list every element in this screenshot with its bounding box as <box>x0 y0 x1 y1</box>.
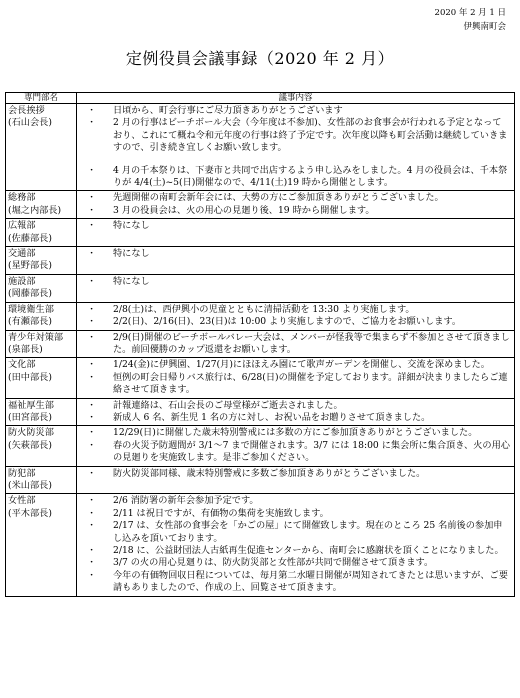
table-row <box>6 358 515 398</box>
list-item: ・ 計報連絡は、石山会長のご母堂様がご逝去されました。 <box>77 400 510 412</box>
table-row <box>6 330 515 358</box>
department-head: (石山会長) <box>8 117 52 129</box>
department-cell <box>6 302 77 330</box>
department-name: 防火防災部 <box>8 427 54 439</box>
table-row <box>6 494 515 596</box>
table-header-row <box>6 93 515 104</box>
list-item: ・ 2/11 は祝日ですが、有価物の集荷を実施致します。 <box>77 508 510 520</box>
list-item: ・ 2/17 は、女性部の食事会を「かごの屋」にて開催致します。現在のところ 25 名前後の参加申し込みを頂いております。 <box>77 520 510 545</box>
department-cell <box>6 219 77 247</box>
department-head: (佐藤部長) <box>8 232 52 244</box>
department-cell <box>6 247 77 275</box>
department-name: 環境衛生部 <box>8 303 54 315</box>
column-header-content: 議事内容 <box>77 93 515 104</box>
table-row <box>6 247 515 275</box>
list-item: ・ 2/8(土)は、西伊興小の児童とともに清掃活動を 13:30 より実施します。 <box>77 304 510 316</box>
list-item: ・ 春の火災予防週間が 3/1～7 まで開催されます。3/7 には 18:00 に集会所に集合頂き、火の用心の見廻りを実施致します。是非ご参加ください。 <box>77 440 510 465</box>
table-row <box>6 398 515 426</box>
content-cell <box>77 426 515 466</box>
table-row <box>6 274 515 302</box>
list-item: ・ 今年の有価物回収日程については、毎月第二水曜日開催が周知されてきたとは思いますが、ご要請もありましたので、作成の上、回覧させて頂きます。 <box>77 570 510 595</box>
department-name: 福祉厚生部 <box>8 399 54 411</box>
list-item: ・ 1/24(金)に伊興園、1/27(月)にほほえみ園にて歌声ガーデンを開催し、交流を深めました。 <box>77 359 510 371</box>
document-date: 2020 年 2 月 1 日 <box>434 8 506 18</box>
department-cell <box>6 466 77 494</box>
list-item: ・ 2/2(日)、2/16(日)、23(日)は 10:00 より実施しますので、ご協力をお願いします。 <box>77 316 510 328</box>
content-cell <box>77 358 515 398</box>
department-cell <box>6 398 77 426</box>
department-head: (田中部長) <box>8 371 52 383</box>
list-item: ・ 先週開催の南町会新年会には、大勢の方にご参加頂きありがとうございました。 <box>77 192 510 204</box>
list-item: ・ 特になし <box>77 276 510 288</box>
department-name: 女性部 <box>8 495 36 507</box>
list-item: ・ 3 月の役員会は、火の用心の見廻り後、19 時から開催します。 <box>77 205 510 217</box>
table-row <box>6 219 515 247</box>
content-cell <box>77 466 515 494</box>
list-item: ・ 特になし <box>77 220 510 232</box>
department-cell <box>6 104 77 191</box>
list-item: ・ 3/7 の火の用心見廻りは、防火防災部と女性部が共同で開催させて頂きます。 <box>77 557 510 569</box>
document-title: 定例役員会議事録（2020 年 2 月） <box>125 49 395 68</box>
list-item: ・ 恒例の町会日帰りバス旅行は、6/28(日)の開催を予定しております。詳細が決まりましたらご連絡させて頂きます。 <box>77 372 510 397</box>
column-header-department: 専門部名 <box>6 93 77 104</box>
department-name: 総務部 <box>8 192 36 204</box>
list-item: ・ 特になし <box>77 248 510 260</box>
content-cell <box>77 219 515 247</box>
department-name: 交通部 <box>8 248 36 260</box>
department-cell <box>6 426 77 466</box>
content-cell <box>77 330 515 358</box>
department-cell <box>6 274 77 302</box>
table-row <box>6 426 515 466</box>
department-name: 施設部 <box>8 275 36 287</box>
content-cell <box>77 398 515 426</box>
content-cell <box>77 274 515 302</box>
list-item: ・ 2/9(日)開催のビーチボールバレー大会は、メンバーが怪我等で集まらず不参加とさせて頂きました。前回優勝のカップ返還をお願いします。 <box>77 332 510 357</box>
list-item: ・ 防火防災部同様、歳末特別警戒に多数ご参加頂きありがとうございました。 <box>77 468 510 480</box>
department-head: (泉部長) <box>8 343 43 355</box>
department-cell <box>6 494 77 596</box>
department-name: 防犯部 <box>8 467 36 479</box>
content-cell <box>77 247 515 275</box>
department-head: (有瀬部長) <box>8 316 52 328</box>
content-cell <box>77 104 515 191</box>
department-head: (星野部長) <box>8 260 52 272</box>
content-cell <box>77 191 515 219</box>
content-cell <box>77 494 515 596</box>
department-head: (米山部長) <box>8 479 52 491</box>
list-item: ・ 2/6 消防署の新年会参加予定です。 <box>77 495 510 507</box>
department-name: 青少年対策部 <box>8 331 64 343</box>
organization-name: 伊興南町会 <box>463 22 506 32</box>
department-cell <box>6 191 77 219</box>
list-item: ・ 日頃から、町会行事にご尽力頂きありがとうございます <box>77 105 510 117</box>
list-item: ・ 新成人 6 名、新生児 1 名の方に対し、お祝い品をお贈りさせて頂きました。 <box>77 412 510 424</box>
list-item: ・ 12/29(日)に開催した歳末特別警戒には多数の方にご参加頂きありがとうございました。 <box>77 427 510 439</box>
department-head: (平木部長) <box>8 507 52 519</box>
department-head: (田宮部長) <box>8 411 52 423</box>
minutes-table <box>5 92 515 597</box>
department-name: 会長挨拶 <box>8 105 45 116</box>
list-item: ・ 2/18 に、公益財団法人古紙再生促進センターから、南町会に感謝状を頂くことになりました。 <box>77 545 510 557</box>
content-cell <box>77 302 515 330</box>
department-cell <box>6 330 77 358</box>
table-row <box>6 302 515 330</box>
table-row <box>6 191 515 219</box>
department-head: (岡藤部長) <box>8 288 52 300</box>
list-item: ・ 2 月の行事はビーチボール大会（今年度は不参加)、女性部のお食事会が行われる予定となっており、これにて概ね令和元年度の行事は終了予定です。次年度以降も町会活動は継続していきますので、引き続き宜しくお願い致します。 <box>77 117 510 154</box>
table-row <box>6 466 515 494</box>
department-cell <box>6 358 77 398</box>
department-name: 広報部 <box>8 220 36 232</box>
table-row <box>6 104 515 191</box>
department-head: (矢萩部長) <box>8 439 52 451</box>
department-head: (堀之内部長) <box>8 204 62 216</box>
list-item: ・ 4 月の千本祭りは、下妻市と共同で出店するよう申し込みをしました。4 月の役員会は、千本祭りが 4/4(土)~5(日)開催なので、4/11(土)19 時から開催とします。 <box>77 165 510 190</box>
department-name: 文化部 <box>8 359 36 371</box>
